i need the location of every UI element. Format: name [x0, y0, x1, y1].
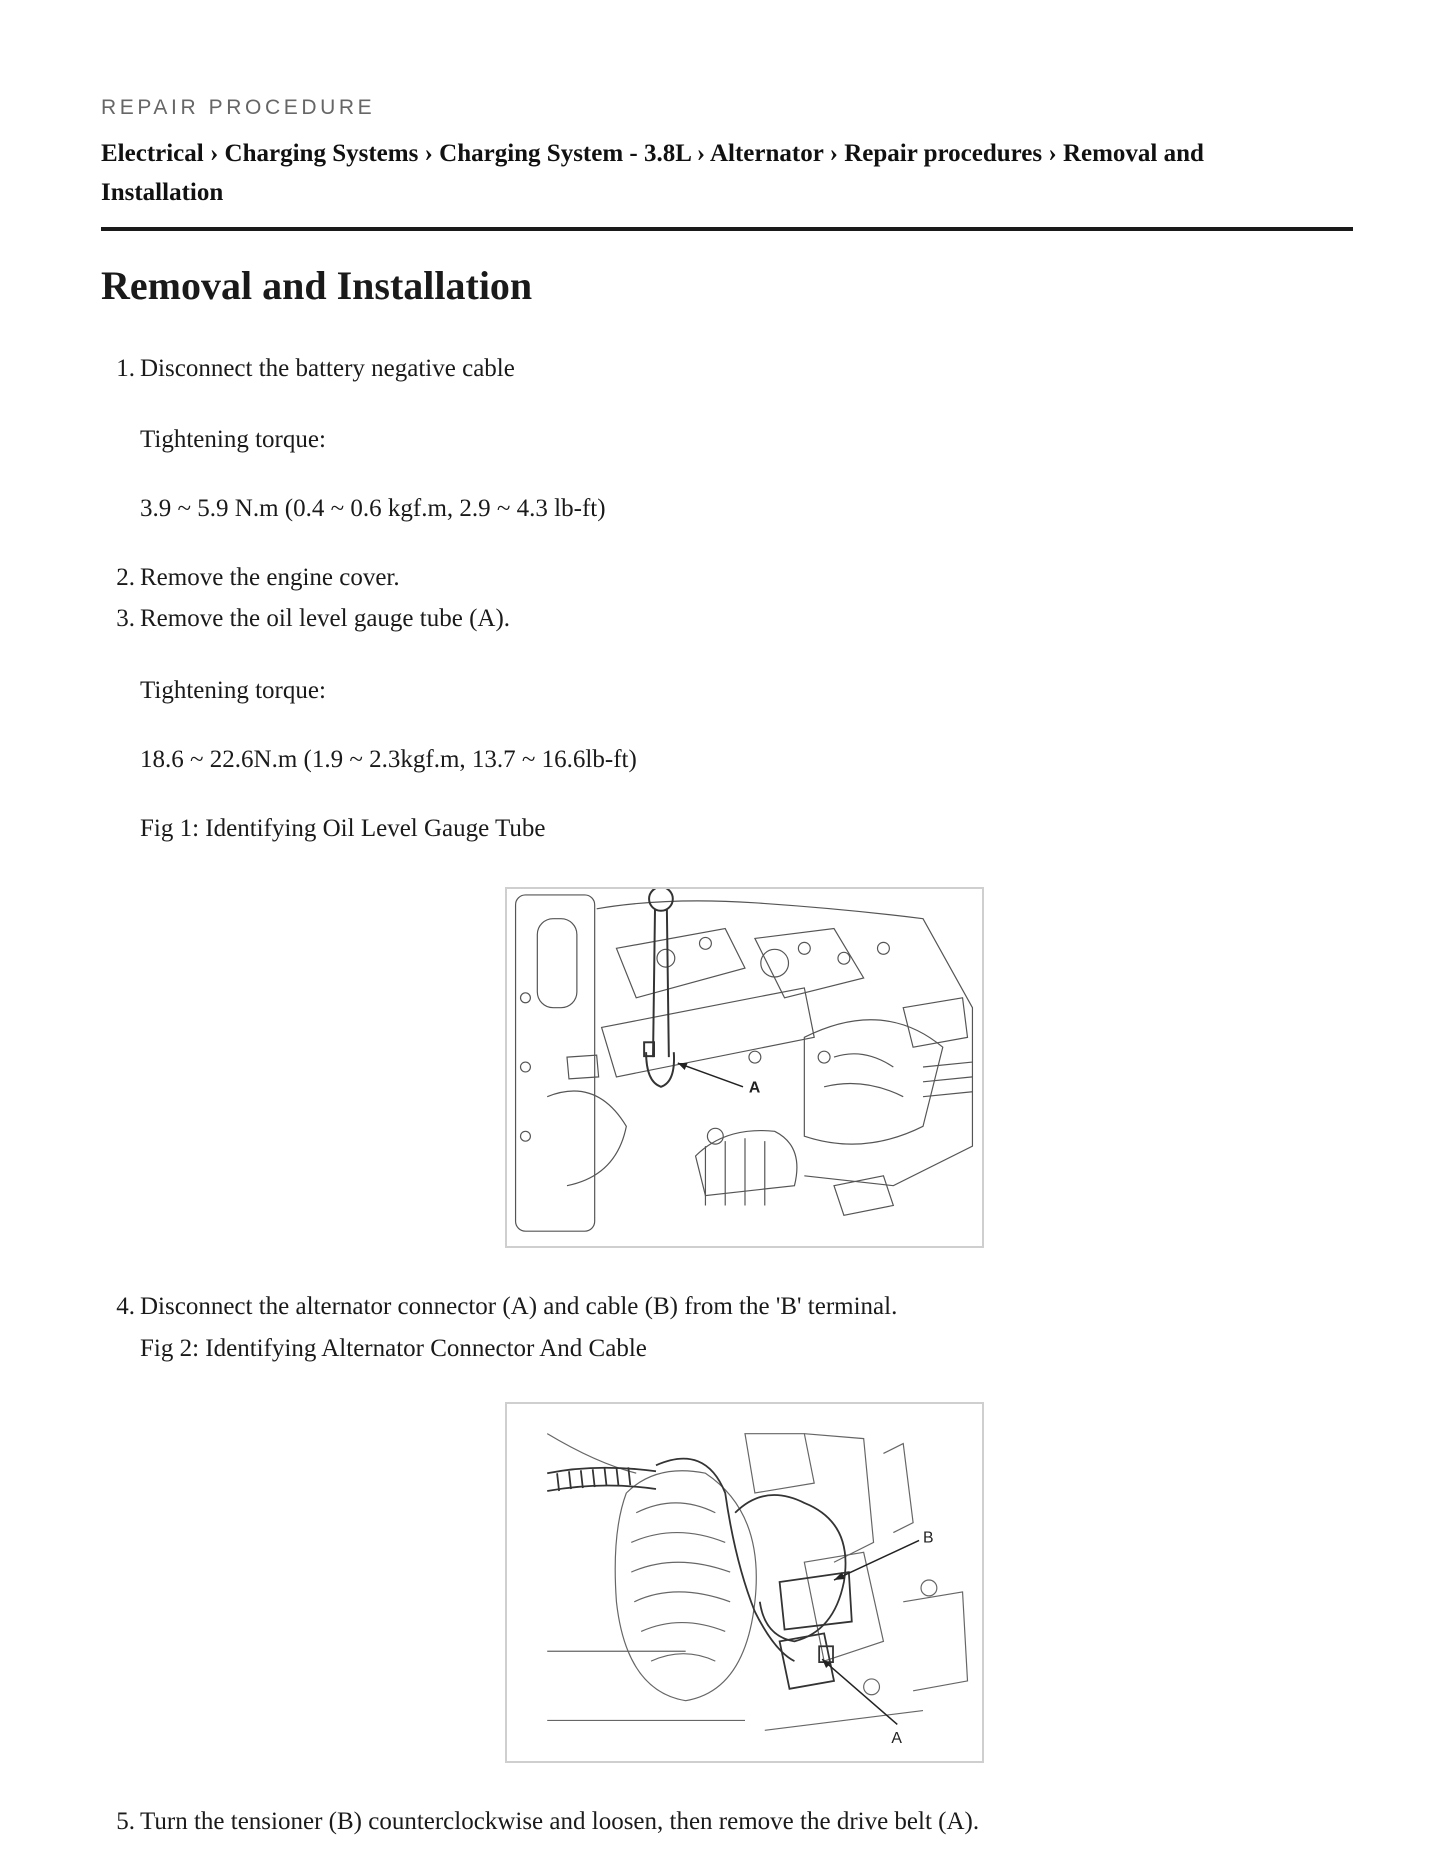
- figure-2-alternator-connector-and-cable: [505, 1402, 984, 1763]
- step-3-torque-value: 18.6 ~ 22.6N.m (1.9 ~ 2.3kgf.m, 13.7 ~ 16.6lb-ft): [140, 746, 637, 773]
- step-2-text: Remove the engine cover.: [140, 564, 400, 591]
- step-1-torque-label: Tightening torque:: [140, 426, 326, 453]
- step-3-number: 3.: [116, 605, 135, 632]
- step-1-number: 1.: [116, 355, 135, 382]
- step-3-torque-label: Tightening torque:: [140, 677, 326, 704]
- page-title: Removal and Installation: [101, 263, 533, 308]
- alternator-line-drawing: [507, 1404, 982, 1761]
- figure-1-caption: Fig 1: Identifying Oil Level Gauge Tube: [140, 815, 546, 842]
- breadcrumb-line-1: Electrical › Charging Systems › Charging System - 3.8L › Alternator › Repair procedures › Removal and: [101, 140, 1204, 167]
- step-4-text: Disconnect the alternator connector (A) and cable (B) from the 'B' terminal.: [140, 1293, 898, 1320]
- step-1-text: Disconnect the battery negative cable: [140, 355, 515, 382]
- header-divider: [101, 227, 1353, 231]
- figure-2-label-a: A: [891, 1730, 902, 1748]
- step-1-torque-value: 3.9 ~ 5.9 N.m (0.4 ~ 0.6 kgf.m, 2.9 ~ 4.3 lb-ft): [140, 495, 606, 522]
- engine-line-drawing: [507, 889, 982, 1246]
- step-3-text: Remove the oil level gauge tube (A).: [140, 605, 511, 632]
- step-5-text: Turn the tensioner (B) counterclockwise and loosen, then remove the drive belt (A).: [140, 1808, 980, 1835]
- figure-2-caption: Fig 2: Identifying Alternator Connector And Cable: [140, 1335, 647, 1362]
- step-4-number: 4.: [116, 1293, 135, 1320]
- breadcrumb-line-2: Installation: [101, 179, 224, 206]
- step-2-number: 2.: [116, 564, 135, 591]
- breadcrumb: [101, 134, 1353, 212]
- step-5-number: 5.: [116, 1808, 135, 1835]
- figure-1-label-a: A: [748, 1079, 761, 1097]
- figure-2-label-b: B: [923, 1529, 934, 1547]
- figure-1-oil-level-gauge-tube: [505, 887, 984, 1248]
- section-kicker: REPAIR PROCEDURE: [101, 96, 376, 119]
